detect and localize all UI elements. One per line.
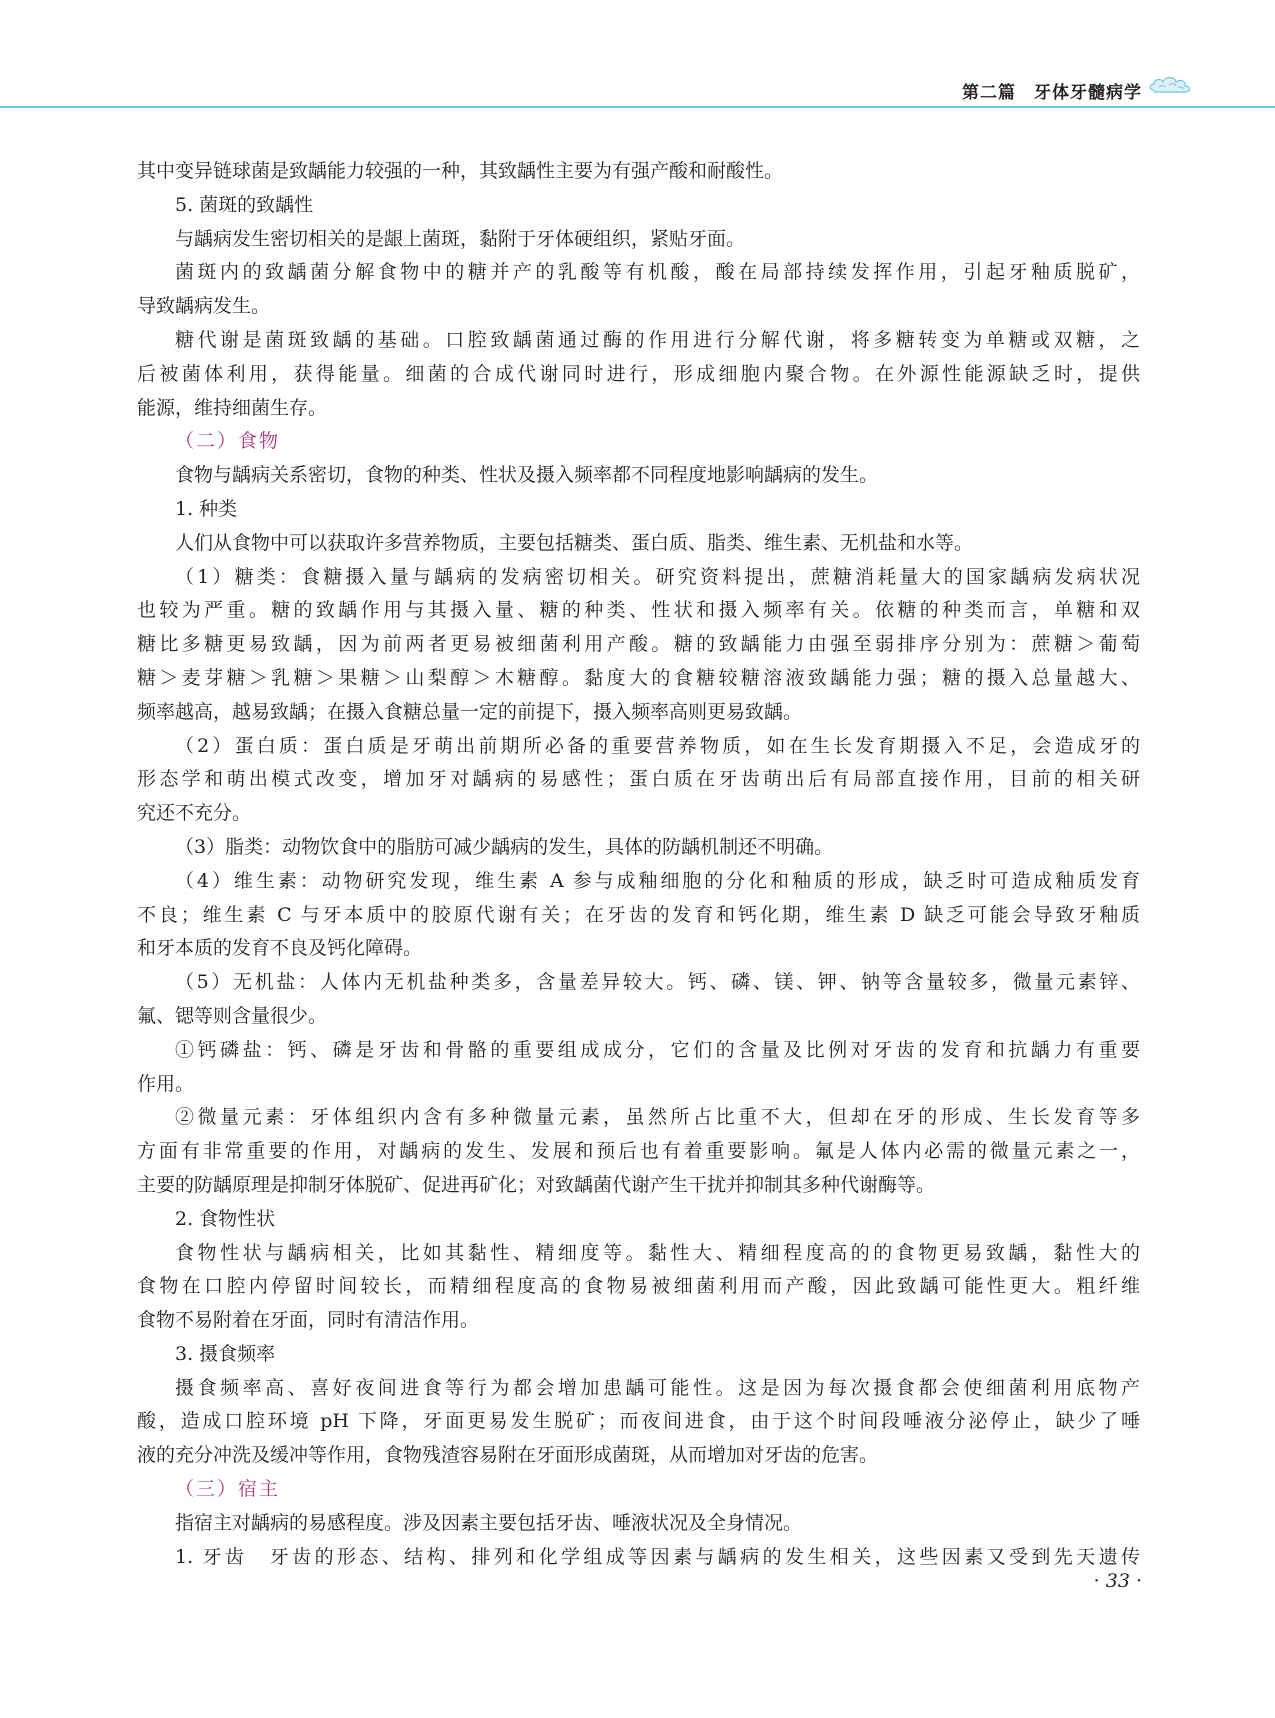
text-line: [137, 966, 1140, 1000]
line-text: 与龋病发生密切相关的是龈上菌斑，黏附于牙体硬组织，紧贴牙面。: [175, 227, 746, 250]
line-text: 方面有非常重要的作用，对龋病的发生、发展和预后也有着重要影响。氟是人体内必需的微量元素之一，: [137, 1140, 1140, 1163]
section-heading: [137, 1473, 1140, 1507]
text-line: [137, 730, 1140, 764]
line-text: 食物不易附着在牙面，同时有清洁作用。: [137, 1309, 480, 1332]
text-line: [137, 831, 1140, 865]
text-line: [137, 290, 1140, 324]
line-text: （3）脂类：动物饮食中的脂肪可减少龋病的发生，具体的防龋机制还不明确。: [175, 835, 834, 858]
line-text: 其中变异链球菌是致龋能力较强的一种，其致龋性主要为有强产酸和耐酸性。: [137, 160, 784, 182]
text-line: [137, 155, 1140, 189]
line-text: 5. 菌斑的致龋性: [175, 193, 314, 216]
text-line: [137, 696, 1140, 730]
text-line: [137, 1000, 1140, 1034]
text-line: [137, 1237, 1140, 1271]
text-line: [137, 1101, 1140, 1135]
text-line: [137, 1338, 1140, 1372]
text-line: [137, 1541, 1140, 1575]
running-header-title: 第二篇 牙体牙髓病学: [962, 83, 1142, 103]
text-line: [137, 1372, 1140, 1406]
text-line: [137, 1169, 1140, 1203]
text-line: [137, 324, 1140, 358]
line-text: 食物性状与龋病相关，比如其黏性、精细度等。黏性大、精细程度高的的食物更易致龋，黏性大的: [175, 1241, 1140, 1264]
text-line: [137, 358, 1140, 392]
line-text: 氟、锶等则含量很少。: [137, 1004, 328, 1027]
text-line: [137, 1405, 1140, 1439]
text-line: [137, 865, 1140, 899]
text-line: [137, 932, 1140, 966]
line-text: （1）糖类：食糖摄入量与龋病的发病密切相关。研究资料提出，蔗糖消耗量大的国家龋病发病状况: [175, 565, 1140, 588]
text-line: [137, 392, 1140, 426]
text-line: [137, 256, 1140, 290]
line-text: 不良；维生素 C 与牙本质中的胶原代谢有关；在牙齿的发育和钙化期，维生素 D 缺乏可能会导致牙釉质: [137, 903, 1140, 926]
page-number: · 33 ·: [1093, 1570, 1142, 1592]
text-line: [137, 1304, 1140, 1338]
line-text: 1. 种类: [175, 497, 238, 520]
text-line: [137, 1135, 1140, 1169]
text-line: [137, 1034, 1140, 1068]
text-line: [137, 797, 1140, 831]
line-text: 糖代谢是菌斑致龋的基础。口腔致龋菌通过酶的作用进行分解代谢，将多糖转变为单糖或双糖，之: [175, 328, 1140, 351]
line-text: 指宿主对龋病的易感程度。涉及因素主要包括牙齿、唾液状况及全身情况。: [175, 1511, 803, 1534]
text-line: [137, 223, 1140, 257]
text-line: [137, 1270, 1140, 1304]
text-line: [137, 763, 1140, 797]
text-line: [137, 1203, 1140, 1237]
section-heading: [137, 425, 1140, 459]
line-text: （2）蛋白质：蛋白质是牙萌出前期所必备的重要营养物质，如在生长发育期摄入不足，会造成牙的: [175, 734, 1140, 757]
text-line: [137, 527, 1140, 561]
line-text: 究还不充分。: [137, 802, 252, 825]
text-line: [137, 561, 1140, 595]
text-line: [137, 899, 1140, 933]
header-divider: [0, 106, 1275, 108]
line-text: 糖比多糖更易致龋，因为前两者更易被细菌利用产酸。糖的致龋能力由强至弱排序分别为：蔗糖＞葡萄: [137, 633, 1140, 656]
line-text: 摄食频率高、喜好夜间进食等行为都会增加患龋可能性。这是因为每次摄食都会使细菌利用底物产: [175, 1376, 1140, 1399]
line-text: （5）无机盐：人体内无机盐种类多，含量差异较大。钙、磷、镁、钾、钠等含量较多，微量元素锌、: [175, 971, 1140, 994]
text-line: [137, 189, 1140, 223]
text-line: [137, 594, 1140, 628]
line-text: ②微量元素：牙体组织内含有多种微量元素，虽然所占比重不大，但却在牙的形成、生长发育等多: [175, 1106, 1140, 1129]
line-text: 频率越高，越易致龋；在摄入食糖总量一定的前提下，摄入频率高则更易致龋。: [137, 700, 803, 723]
line-text: 酸，造成口腔环境 pH 下降，牙面更易发生脱矿；而夜间进食，由于这个时间段唾液分泌停止，缺少了唾: [137, 1410, 1140, 1433]
text-line: [137, 1068, 1140, 1102]
line-text: 形态学和萌出模式改变，增加牙对龋病的易感性；蛋白质在牙齿萌出后有局部直接作用，目前的相关研: [137, 768, 1140, 791]
section-heading-label: （二）食物: [175, 430, 281, 453]
text-line: [137, 459, 1140, 493]
line-text: 作用。: [137, 1072, 195, 1095]
body-text: [137, 155, 1140, 1574]
cloud-ornament-icon: [1147, 72, 1195, 98]
line-text: 导致龋病发生。: [137, 295, 271, 318]
line-text: 1. 牙齿 牙齿的形态、结构、排列和化学组成等因素与龋病的发生相关，这些因素又受到先天遗传: [175, 1545, 1140, 1568]
line-text: 菌斑内的致龋菌分解食物中的糖并产的乳酸等有机酸，酸在局部持续发挥作用，引起牙釉质脱矿，: [175, 261, 1140, 284]
line-text: 和牙本质的发育不良及钙化障碍。: [137, 937, 423, 960]
line-text: ①钙磷盐：钙、磷是牙齿和骨骼的重要组成成分，它们的含量及比例对牙齿的发育和抗龋力有重要: [175, 1038, 1140, 1061]
line-text: 3. 摄食频率: [175, 1342, 276, 1365]
page-header: [0, 0, 1275, 110]
text-line: [137, 1439, 1140, 1473]
line-text: 也较为严重。糖的致龋作用与其摄入量、糖的种类、性状和摄入频率有关。依糖的种类而言，单糖和双: [137, 599, 1140, 622]
text-line: [137, 628, 1140, 662]
line-text: 人们从食物中可以获取许多营养物质，主要包括糖类、蛋白质、脂类、维生素、无机盐和水等。: [175, 531, 974, 554]
line-text: 糖＞麦芽糖＞乳糖＞果糖＞山梨醇＞木糖醇。黏度大的食糖较糖溶液致龋能力强；糖的摄入总量越大、: [137, 666, 1140, 689]
line-text: 食物与龋病关系密切，食物的种类、性状及摄入频率都不同程度地影响龋病的发生。: [175, 464, 879, 487]
line-text: 主要的防龋原理是抑制牙体脱矿、促进再矿化；对致龋菌代谢产生干扰并抑制其多种代谢酶等。: [137, 1173, 936, 1196]
line-text: 能源，维持细菌生存。: [137, 396, 328, 419]
text-line: [137, 1507, 1140, 1541]
line-text: 后被菌体利用，获得能量。细菌的合成代谢同时进行，形成细胞内聚合物。在外源性能源缺乏时，提供: [137, 362, 1140, 385]
line-text: 2. 食物性状: [175, 1207, 276, 1230]
line-text: 液的充分冲洗及缓冲等作用，食物残渣容易附在牙面形成菌斑，从而增加对牙齿的危害。: [137, 1444, 879, 1467]
section-heading-label: （三）宿主: [175, 1478, 281, 1501]
line-text: 食物在口腔内停留时间较长，而精细程度高的食物易被细菌利用而产酸，因此致龋可能性更大。粗纤维: [137, 1275, 1140, 1298]
text-line: [137, 662, 1140, 696]
text-line: [137, 493, 1140, 527]
line-text: （4）维生素：动物研究发现，维生素 A 参与成釉细胞的分化和釉质的形成，缺乏时可造成釉质发育: [175, 869, 1140, 892]
